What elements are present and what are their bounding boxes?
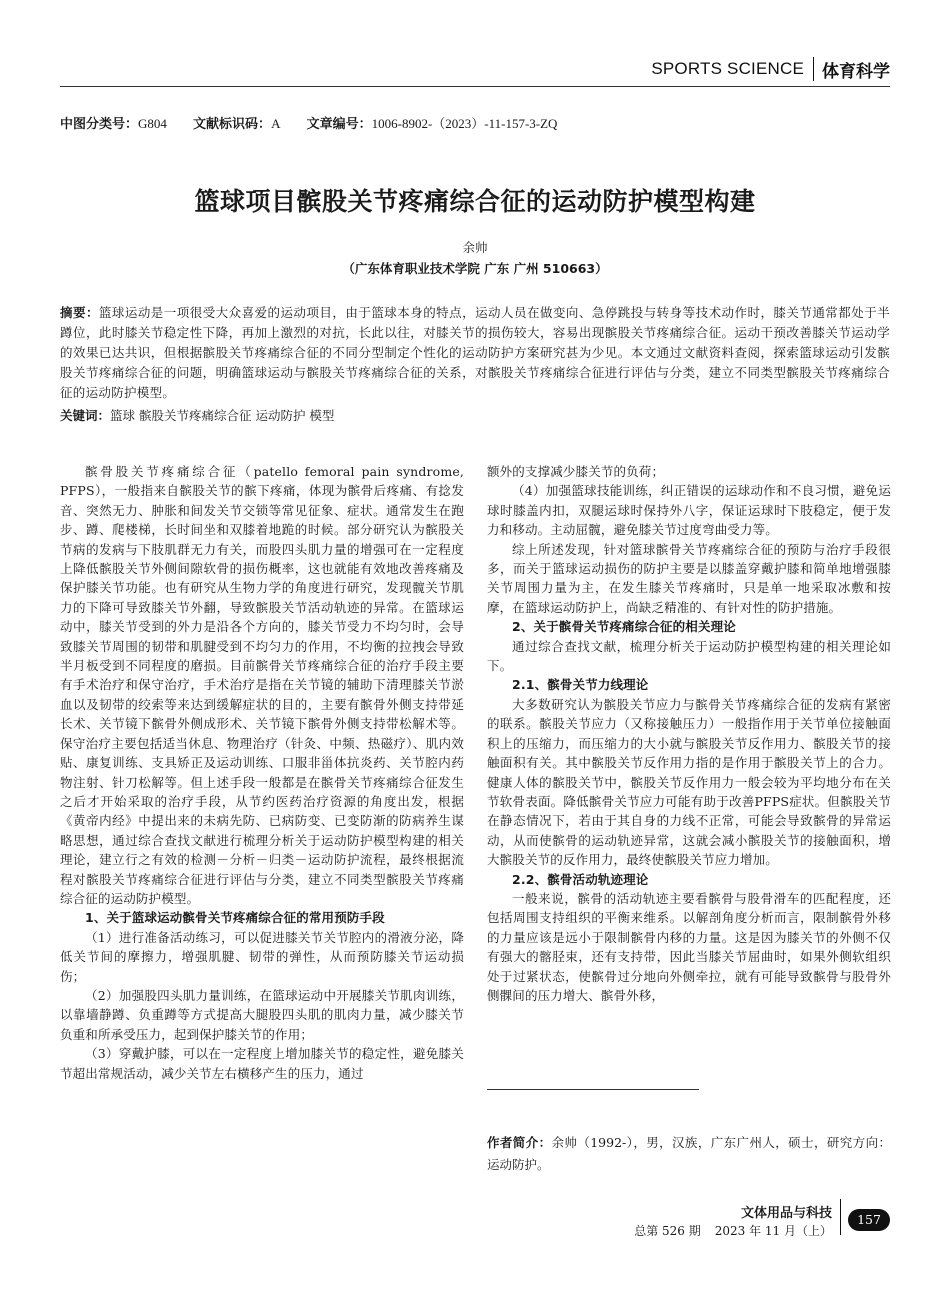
- paragraph: （4）加强篮球技能训练，纠正错误的运球动作和不良习惯，避免运球时膝盖内扣，双腿运球时保持外八字，保证运球时下肢稳定，便于发力和移动。主动屈髋，避免膝关节过度弯曲受力等。: [487, 483, 891, 538]
- doc-code-label: 文献标识码：: [193, 117, 272, 132]
- journal-name-cn: 体育科学: [822, 61, 890, 81]
- paragraph: 髌骨股关节疼痛综合征（patello femoral pain syndrome, PFPS），一般指来自髌股关节的髌下疼痛，体现为髌骨后疼痛、有捻发音、突然无力、肿胀和间发关节交锁等常见征象、症状。通常发生在跑步、蹲、爬楼梯，长时间坐和双膝着地跪的时候。部分研究认为髌股关节病的发病与下肢肌群无力有关，而股四头肌力量的增强可在一定程度上降低髌股关节外侧间隙软骨的损伤概率，这也就能有效地改善疼痛及保护膝关节功能。也有研究从生物力学的角度进行研究，发现髋关节肌力的下降可导致膝关节外翻，导致髌股关节活动轨迹的异常。在篮球运动中，膝关节受到的外力是沿各个方向的，膝关节受力不均匀时，会导致膝关节周围的韧带和肌腱受到不均匀力的作用，不均衡的拉拽会导致半月板受到不同程度的磨损。目前髌骨关节疼痛综合征的治疗手段主要有手术治疗和保守治疗，手术治疗是指在关节镜的辅助下清理膝关节淤血以及韧带的绞索等来达到缓解症状的目的，主要有髌骨外侧支持带延长术、关节镜下髌骨外侧成形术、关节镜下髌骨外侧支持带松解术等。保守治疗主要包括适当休息、物理治疗（针灸、中频、热磁疗）、肌内效贴、康复训练、支具矫正及运动训练、口服非甾体抗炎药、关节腔内药物注射、针刀松解等。但上述手段一般都是在髌骨关节疼痛综合征发生之后才开始采取的治疗手段，从节约医药治疗资源的角度出发，根据《黄帝内经》中提出来的未病先防、已病防变、已变防渐的防病养生谋略思想，通过综合查找文献进行梳理分析关于运动防护模型构建的相关理论，建立行之有效的检测－分析－归类－运动防护流程，最终根据流程对髌股关节疼痛综合征进行评估与分类，建立不同类型髌股关节疼痛综合征的运动防护模型。: [60, 464, 464, 906]
- author-note-label: 作者简介：: [487, 1135, 552, 1150]
- abstract: [60, 303, 890, 403]
- article-no-label: 文章编号：: [306, 117, 372, 132]
- clc-label: 中图分类号：: [60, 117, 139, 132]
- journal-name-en: SPORTS SCIENCE: [651, 59, 804, 78]
- article-title: 篮球项目髌股关节疼痛综合征的运动防护模型构建: [194, 187, 756, 216]
- doc-code-value: A: [271, 116, 281, 131]
- footer-issue: [620, 1222, 832, 1239]
- subsection-heading-2-2: 2.2、髌骨活动轨迹理论: [512, 871, 649, 887]
- footer-divider: [840, 1199, 841, 1235]
- footer-journal: 文体用品与科技: [740, 1206, 832, 1221]
- paragraph: 综上所述发现，针对篮球髌骨关节疼痛综合征的预防与治疗手段很多，而关于篮球运动损伤的防护主要是以膝盖穿戴护膝和简单地增强膝关节周围力量为主，在发生膝关节疼痛时，只是单一地采取冰敷和按摩，在篮球运动防护上，尚缺乏精准的、有针对性的防护措施。: [487, 541, 891, 615]
- author-note-text: 余帅（1992-），男，汉族，广东广州人，硕士，研究方向：运动防护。: [487, 1135, 891, 1172]
- author-affiliation: （广东体育职业技术学院 广东 广州 510663）: [342, 261, 608, 276]
- paragraph: 一般来说，髌骨的活动轨迹主要看髌骨与股骨滑车的匹配程度，还包括周围支持组织的平衡来维系。以解剖角度分析而言，限制髌骨外移的力量应该是远小于限制髌骨内移的力量。这是因为膝关节的外侧不仅有强大的髂胫束，还有支持带，因此当膝关节屈曲时，如果外侧软组织处于过紧状态，使髌骨过分地向外侧牵拉，就有可能导致髌骨与股骨外侧髁间的压力增大、髌骨外移，: [487, 890, 891, 1003]
- page-number: 157: [848, 1209, 890, 1231]
- clc-value: G804: [138, 116, 167, 131]
- article-meta: [60, 113, 579, 132]
- paragraph: （1）进行准备活动练习，可以促进膝关节关节腔内的滑液分泌，降低关节间的摩擦力，增强肌腱、韧带的弹性，从而预防膝关节运动损伤；: [60, 929, 464, 984]
- abstract-label: 摘要：: [60, 305, 99, 320]
- paragraph: 通过综合查找文献，梳理分析关于运动防护模型构建的相关理论如下。: [487, 638, 891, 674]
- footnote-rule: [487, 1089, 699, 1090]
- paragraph: 额外的支撑减少膝关节的负荷；: [487, 464, 665, 479]
- keywords-text: 篮球 髌股关节疼痛综合征 运动防护 模型: [110, 408, 335, 423]
- paragraph: 大多数研究认为髌股关节应力与髌骨关节疼痛综合征的发病有紧密的联系。髌股关节应力（又称接触压力）一般指作用于关节单位接触面积上的压缩力，而压缩力的大小就与髌股关节反作用力、髌股关节的接触面积有关。其中髌股关节反作用力指的是作用于髌股关节上的合力。健康人体的髌股关节中，髌股关节反作用力一般会较为平均地分布在关节软骨表面。降低髌骨关节应力可能有助于改善PFPS症状。但髌股关节在静态情况下，若由于其自身的力线不正常，可能会导致髌骨的异常运动，从而使髌骨的运动轨迹异常，这就会减小髌股关节的接触面积，增大髌股关节的反作用力，最终使髌股关节应力增加。: [487, 696, 891, 868]
- footer-date: 2023 年 11 月（上）: [714, 1224, 832, 1238]
- subsection-heading-2-1: 2.1、髌骨关节力线理论: [512, 677, 649, 693]
- running-head: [651, 56, 890, 82]
- section-heading-1: 1、关于篮球运动髌骨关节疼痛综合征的常用预防手段: [85, 910, 385, 926]
- article-no-value: 1006-8902-（2023）-11-157-3-ZQ: [371, 116, 558, 131]
- paragraph: （2）加强股四头肌力量训练，在篮球运动中开展膝关节肌肉训练，以靠墙静蹲、负重蹲等方式提高大腿股四头肌的肌肉力量，减少膝关节负重和所承受压力，起到保护膝关节的作用；: [60, 987, 464, 1042]
- header-rule: [60, 86, 890, 87]
- body-column-right: [487, 462, 891, 1005]
- author-note: [487, 1132, 891, 1176]
- section-heading-2: 2、关于髌骨关节疼痛综合征的相关理论: [512, 619, 736, 635]
- running-head-divider: [813, 57, 814, 81]
- footer-total-issue: 总第 526 期: [634, 1224, 701, 1238]
- body-column-left: [60, 462, 464, 1083]
- paragraph: （3）穿戴护膝，可以在一定程度上增加膝关节的稳定性，避免膝关节超出常规活动，减少关节左右横移产生的压力，通过: [60, 1046, 464, 1081]
- keywords-label: 关键词：: [60, 408, 111, 423]
- abstract-text: 篮球运动是一项很受大众喜爱的运动项目，由于篮球本身的特点，运动人员在做变向、急停跳投与转身等技术动作时，膝关节通常都处于半蹲位，此时膝关节稳定性下降，再加上激烈的对抗，长此以往，对膝关节的损伤较大，容易出现髌股关节疼痛综合征。运动干预改善膝关节运动学的效果已达共识，但根据髌股关节疼痛综合征的不同分型制定个性化的运动防护方案研究甚为少见。本文通过文献资料查阅，探索篮球运动引发髌股关节疼痛综合征的问题，明确篮球运动与髌股关节疼痛综合征的关系，对髌股关节疼痛综合征进行评估与分类，建立不同类型髌股关节疼痛综合征的运动防护模型。: [60, 305, 890, 400]
- author-name: 余帅: [462, 240, 488, 255]
- keywords: [60, 406, 890, 426]
